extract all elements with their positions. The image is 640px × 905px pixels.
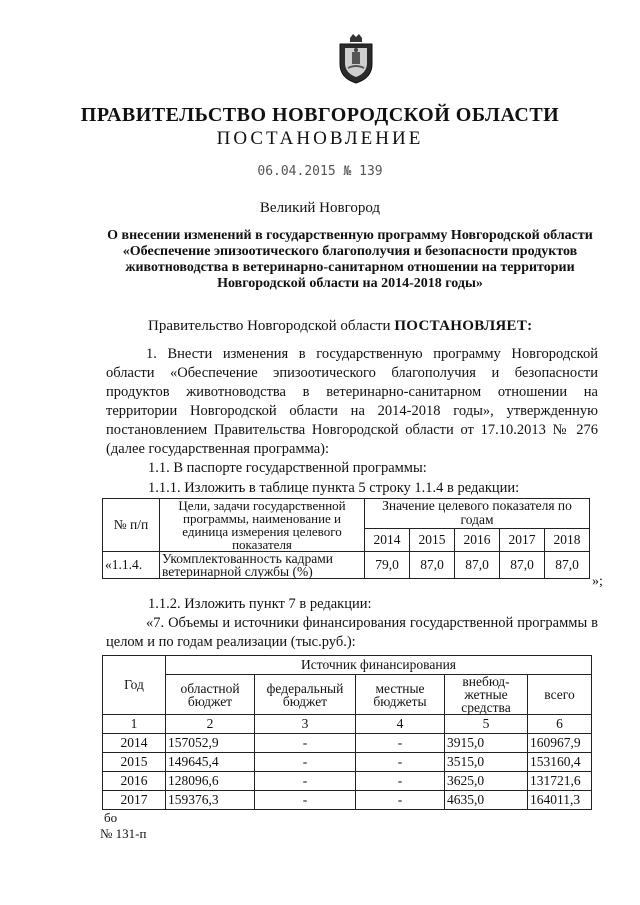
government-name: ПРАВИТЕЛЬСТВО НОВГОРОДСКОЙ ОБЛАСТИ <box>80 104 560 126</box>
cell-extrabudget: 3915,0 <box>445 734 528 753</box>
cell-total: 153160,4 <box>528 753 592 772</box>
value-cell: 87,0 <box>500 552 545 579</box>
resolution-intro <box>148 318 532 335</box>
header-goals: Цели, задачи государственной программы, наименование и единица измерения целевого показателя <box>160 499 365 552</box>
financing-table <box>102 655 592 810</box>
value-cell: 79,0 <box>365 552 410 579</box>
value-cell: 87,0 <box>545 552 590 579</box>
subheader-total: всего <box>528 675 592 715</box>
date-number: 06.04.2015 № 139 <box>257 164 383 179</box>
cell-regional: 159376,3 <box>166 791 255 810</box>
cell-total: 164011,3 <box>528 791 592 810</box>
cell-year: 2015 <box>103 753 166 772</box>
cell-regional: 157052,9 <box>166 734 255 753</box>
value-cell: 87,0 <box>410 552 455 579</box>
year-cell: 2017 <box>500 528 545 551</box>
resolution-verb: ПОСТАНОВЛЯЕТ: <box>394 318 533 334</box>
cell-year: 2017 <box>103 791 166 810</box>
item-1-1-1: 1.1.1. Изложить в таблице пункта 5 строку 1.1.4 в редакции: <box>148 480 520 496</box>
year-cell: 2018 <box>545 528 590 551</box>
cell-federal: - <box>255 734 356 753</box>
item-7: «7. Объемы и источники финансирования государственной программы в целом и по годам реализации (тыс.руб.): <box>106 615 598 650</box>
cell-regional: 149645,4 <box>166 753 255 772</box>
cell-federal: - <box>255 791 356 810</box>
target-indicator-table <box>102 498 590 579</box>
cell-regional: 128096,6 <box>166 772 255 791</box>
subheader-local: местные бюджеты <box>356 675 445 715</box>
header-values: Значение целевого показателя по годам <box>365 499 590 529</box>
row-tail: »; <box>592 574 603 589</box>
table-row <box>103 753 592 772</box>
footer-initials: бо <box>104 810 118 825</box>
header-year: Год <box>103 656 166 715</box>
cell-federal: - <box>255 753 356 772</box>
header-number: № п/п <box>103 499 160 552</box>
cell-local: - <box>356 791 445 810</box>
cell-year: 2016 <box>103 772 166 791</box>
row-name: Укомплектованность кадрами ветеринарной службы (%) <box>160 552 365 579</box>
cell-total: 160967,9 <box>528 734 592 753</box>
resolution-prefix: Правительство Новгородской области <box>148 318 395 334</box>
footer-code: № 131-п <box>100 826 147 841</box>
item-1-1-2: 1.1.2. Изложить пункт 7 в редакции: <box>148 596 372 612</box>
value-cell: 87,0 <box>455 552 500 579</box>
cell-federal: - <box>255 772 356 791</box>
cell-extrabudget: 3625,0 <box>445 772 528 791</box>
row-number: «1.1.4. <box>103 552 160 579</box>
column-number: 5 <box>445 715 528 734</box>
table-row <box>103 791 592 810</box>
subheader-regional: областной бюджет <box>166 675 255 715</box>
item-1-1: 1.1. В паспорте государственной программы: <box>148 460 427 476</box>
cell-local: - <box>356 753 445 772</box>
column-number: 4 <box>356 715 445 734</box>
cell-total: 131721,6 <box>528 772 592 791</box>
paragraph-1: 1. Внести изменения в государственную программу Новгородской области «Обеспечение эпизоотического благополучия и безопасности продуктов животноводства в ветеринарно-санитарном отношении на территории Новгородской области на 2014-2018 годы», утвержденную постановлением Правительства Новгородской области от 17.10.2013 № 276 (далее государственная программа): <box>106 346 598 457</box>
cell-local: - <box>356 734 445 753</box>
document-title: О внесении изменений в государственную программу Новгородской области «Обеспечение эпизоотического благополучия и безопасности продуктов животноводства в ветеринарно-санитарном отношении на территории Новгородской области на 2014-2018 годы» <box>107 228 593 291</box>
subheader-extrabudget: внебюд-жетные средства <box>445 675 528 715</box>
year-cell: 2015 <box>410 528 455 551</box>
cell-extrabudget: 3515,0 <box>445 753 528 772</box>
column-number: 6 <box>528 715 592 734</box>
city: Великий Новгород <box>259 200 381 216</box>
column-number: 2 <box>166 715 255 734</box>
cell-extrabudget: 4635,0 <box>445 791 528 810</box>
document-type: ПОСТАНОВЛЕНИЕ <box>216 128 424 149</box>
cell-year: 2014 <box>103 734 166 753</box>
year-cell: 2016 <box>455 528 500 551</box>
subheader-federal: федеральный бюджет <box>255 675 356 715</box>
column-number: 3 <box>255 715 356 734</box>
coat-of-arms-icon <box>336 34 376 84</box>
year-cell: 2014 <box>365 528 410 551</box>
column-number: 1 <box>103 715 166 734</box>
cell-local: - <box>356 772 445 791</box>
header-source: Источник финансирования <box>166 656 592 675</box>
table-row <box>103 734 592 753</box>
table-row <box>103 772 592 791</box>
